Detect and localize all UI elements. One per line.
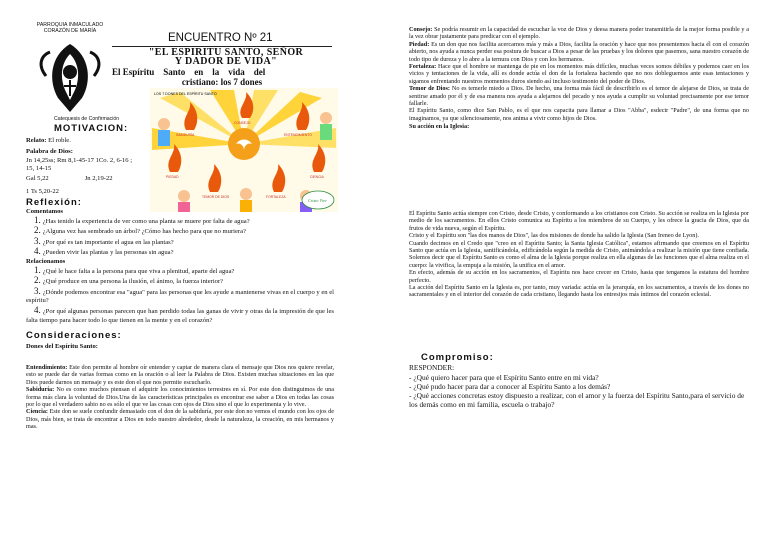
iglesia-para3: Cuando decimos en el Credo que "creo en el Espíritu Santo; la Santa Iglesia Católica", estamos afirmando que creemos en el Espíritu Santo que actúa en la Iglesia, santificándola, edificándola según la medida de Cristo, animándola a realizar la misión que tiene confiada. Solemos decir que el Espíritu Santo es como el alma de la Iglesia porque realiza en ella algunas de las funciones que el alma realiza en el cuerpo: la vivifica, la empuja a la misión, la unifica en el amor.	[409, 239, 749, 269]
dones-continued	[409, 26, 749, 131]
q3	[34, 237, 334, 248]
c3	[409, 392, 749, 410]
catequesis-label: Catequesis de Confirmación	[54, 116, 120, 122]
temor-para	[409, 85, 749, 107]
relato-label: Relato:	[26, 137, 47, 144]
comentamos-list	[26, 216, 334, 258]
motivacion-heading: MOTIVACION:	[54, 123, 129, 134]
subtitle	[112, 68, 332, 87]
q1-num: 1.	[34, 214, 41, 225]
ciencia-label: Ciencia:	[26, 408, 48, 416]
r1	[26, 266, 334, 277]
ciencia-text: Este don se suele confundir demasiado con el don de la sabiduría, por este don no vemos el mundo con los ojos de Dios, más bien, se trata de encontrar a Dios en todo nuestro alrededor, desde la naturaleza, la creación, en mis hermanos y mas.	[26, 408, 334, 431]
label-entendimiento: ENTENDIMIENTO	[284, 133, 313, 137]
parish-name	[20, 22, 120, 34]
theme-title	[116, 48, 336, 66]
entendimiento-para	[26, 364, 334, 386]
entendimiento-text: Este don permite al hombre oír entender y captar de manera clara el mensaje que Dios nos quiere revelar, esto se puede dar de varias formas como en la oración o al leer la Palabra de Dios. Existen muchas situaciones en las que Dios puede darnos un mensaje y es este don el que nos permite escucharlo.	[26, 364, 334, 386]
sabiduria-para	[26, 386, 334, 408]
r2	[26, 276, 334, 287]
theme-title-line1: "EL ESPIRITU SANTO, SEÑOR	[148, 47, 304, 58]
c2-bullet: -	[409, 382, 412, 392]
r2-num: 2.	[34, 275, 41, 286]
reflexion-block	[26, 208, 334, 325]
sabiduria-text: No es como muchos piensan el adquirir los conocimientos terrestres en sí. Por este don distinguimos de una forma más clara la voluntad de Dios.Una de las características principales es encontrar ese saber a Dios en todas las cosas por lo que el verdadero sabio no es sólo el que ve las cosas con ojos de Dios sino el que lo experimenta y lo vive.	[26, 386, 334, 409]
subtitle-line1: El Espíritu Santo en la vida del	[112, 67, 266, 77]
compromiso-heading: Compromiso:	[421, 352, 494, 363]
r4	[26, 306, 334, 325]
iglesia-para4: En efecto, además de su acción en los sacramentos, el Espíritu nos hace crecer en Cristo, hasta que tengamos la estatura del hombre perfecto.	[409, 269, 749, 284]
piedad-label: Piedad:	[409, 40, 430, 48]
sabiduria-label: Sabiduría:	[26, 386, 55, 394]
consideraciones-heading: Consideraciones:	[26, 330, 122, 341]
q3-num: 3.	[34, 235, 41, 246]
refs-line3	[26, 175, 150, 183]
reflexion-heading: Reflexión:	[26, 197, 82, 208]
label-sabiduria: SABIDURÍA	[176, 133, 195, 137]
r3-num: 3.	[34, 285, 41, 296]
ciencia-para	[26, 408, 334, 430]
fortaleza-text: Hace que el hombre se mantenga de pie en los momentos más difíciles, muchas veces somos débiles y podemos caer en los vicios y tentaciones de la vida, allí es donde actúa el don de la fortaleza haciendo que no nos dobleguemos ante esas tentaciones y sigamos enfrentando nuestros momentos duros siendo así incluso testimonio del poder de Dios.	[409, 63, 749, 85]
q4-num: 4.	[34, 246, 41, 257]
q2-num: 2.	[34, 225, 41, 236]
consejo-para	[409, 26, 749, 41]
c1	[409, 373, 749, 383]
consejo-text: Se podría resumir en la capacidad de escuchar la voz de Dios y deesa manera poder transmitirla de la mejor forma posible y a la vez obrar justamente para predicar con el ejemplo.	[409, 26, 749, 41]
relacionamos-label: Relacionamos	[26, 257, 66, 265]
piedad-para	[409, 41, 749, 63]
q1	[34, 216, 334, 227]
responder-label: RESPONDER:	[409, 363, 455, 372]
q2-text: ¿Alguna vez has sembrado un árbol? ¿Cómo has hecho para que no muriera?	[42, 228, 246, 236]
iglesia-para1: El Espíritu Santo actúa siempre con Cristo, desde Cristo, y conformando a los cristianos con Cristo. Su acción se realiza en la Iglesia por medio de los sacramentos. En ellos Cristo comunica su Espíritu a los miembros de su Cuerpo, y les ofrece la gracia de Dios, que da frutos de vida nueva, según el Espíritu.	[409, 210, 749, 232]
q3-text: ¿Por qué es tan importante el agua en las plantas?	[42, 238, 174, 246]
right-page	[409, 26, 749, 446]
label-piedad: PIEDAD	[166, 175, 179, 179]
label-fortaleza: FORTALEZA	[266, 195, 286, 199]
q2	[34, 226, 334, 237]
motivacion-block	[26, 137, 150, 196]
r3-text: ¿Dónde podemos encontrar esa "agua" para las personas que les ayude a mantenerse vivas en el cuerpo y en el espíritu?	[26, 288, 334, 305]
c3-bullet: -	[409, 390, 412, 400]
r1-num: 1.	[34, 264, 41, 275]
iglesia-block	[409, 210, 749, 299]
gifts-graphic	[150, 88, 338, 212]
r1-text: ¿Qué le hace falta a la persona para que viva a plenitud, aparte del agua?	[42, 267, 235, 275]
c1-bullet: -	[409, 372, 412, 382]
abba-para: El Espíritu Santo, como dice San Pablo, es el que nos capacita para llamar a Dios "Abba", esdecir "Padre", de una forma que no imaginamos, ya que silenciosamente, nos anima a vivir como hijos de Dios.	[409, 107, 749, 122]
dones-block	[26, 364, 334, 431]
refs-line4: 1 Ts 5,20-22	[26, 187, 59, 195]
r3	[26, 287, 334, 306]
label-consejo: CONSEJO	[234, 121, 251, 125]
consejo-label: Consejo:	[409, 26, 433, 33]
left-page	[20, 22, 340, 462]
r4-num: 4.	[34, 304, 41, 315]
c2-text: ¿Qué pudo hacer para dar a conocer al Espíritu Santo a los demás?	[413, 382, 611, 392]
dones-label: Dones del Espíritu Santo:	[26, 343, 98, 350]
iglesia-heading: Su acción en la Iglesia:	[409, 123, 470, 131]
temor-label: Temor de Dios:	[409, 85, 450, 93]
label-ciencia: CIENCIA	[310, 175, 324, 179]
ref-gal: Gal 5,22	[26, 175, 49, 183]
entendimiento-label: Entendimiento:	[26, 364, 68, 371]
comentamos-label: Comentamos	[26, 208, 63, 215]
piedad-text: Es un don que nos facilita acercarnos más y más a Dios, facilita la oración y hace que nos presentemos hacia él con el corazón abierto, nos ayuda a nunca perder esa postura de buscar a Dios a pesar de las pruebas y los dolores que pasemos, sana nuestro corazón de todo tipo de dureza y lo abre a la ternura con Dios y con los hermanos.	[409, 40, 749, 63]
parish-line2: CORAZÓN DE MARÍA	[43, 28, 97, 34]
q4-text: ¿Pueden vivir las plantas y las personas sin agua?	[42, 249, 174, 257]
fortaleza-label: Fortaleza:	[409, 63, 437, 71]
compromiso-block	[409, 363, 749, 409]
relato-text: El roble.	[46, 137, 71, 144]
q4	[34, 247, 334, 258]
parish-line1: PARROQUIA INMACULADO	[36, 22, 104, 28]
stamp-text: Cristo Vive	[308, 198, 327, 203]
seven-gifts-illustration	[150, 88, 338, 212]
encuentro-number: ENCUENTRO Nº 21	[168, 32, 273, 44]
iglesia-para2: Cristo y el Espíritu son "las dos manos de Dios", las dos misiones de donde ha salido la Iglesia (San Ireneo de Lyon).	[409, 232, 699, 240]
relato-line	[26, 137, 150, 145]
fortaleza-para	[409, 63, 749, 85]
palabra-label: Palabra de Dios:	[26, 147, 73, 155]
ref-jn: Jn 2,19-22	[84, 175, 113, 183]
temor-text: No es temerle miedo a Dios. De hecho, una forma más fácil de describirlo es el temor de alejarse de Dios, se trata de sentirse amado por él y de esa manera nos ayuda a alejarnos del pecado y nos ayuda a cumplir su voluntad precisamente por ese temor fallarle.	[409, 85, 750, 108]
relacionamos-list	[26, 266, 334, 326]
r2-text: ¿Qué produce en una persona la ilusión, el ánimo, la fuerza interior?	[42, 278, 224, 286]
parish-logo-icon	[30, 36, 110, 116]
iglesia-para5: La acción del Espíritu Santo en la Iglesia es, por tanto, muy variada: actúa en la jerarquía, en los sacramentos, a través de los dones no sacramentales y en el interior del corazón de cada cristiano, llegando hasta los entresijos más íntimos del corazón eclesial.	[409, 284, 749, 299]
subtitle-line2: cristiano: los 7 dones	[181, 76, 263, 87]
illustration-caption: LOS 7 DONES DEL ESPÍRITU SANTO	[154, 92, 217, 96]
c1-text: ¿Qué quiero hacer para que el Espíritu Santo entre en mi vida?	[413, 372, 599, 382]
theme-title-line2: Y DADOR DE VIDA"	[174, 56, 278, 67]
label-temor: TEMOR DE DIOS	[202, 195, 230, 199]
refs-line1: Jn 14,25ss; Rm 8,1-45-17 1Co. 2, 6-16 ;	[26, 157, 133, 165]
refs-line2: 15, 14-15	[26, 164, 52, 172]
c3-text: ¿Qué acciones concretas estoy dispuesto a realizar, con el amor y la fuerza del Espíritu Santo,para el servicio de los demás como en mi familia, escuela o trabajo?	[409, 390, 745, 409]
q1-text: ¿Has tenido la experiencia de ver como una planta se muere por falta de agua?	[42, 217, 250, 225]
r4-text: ¿Por qué algunas personas parecen que han perdido todas las ganas de vivir y otras da la impresión de que les falta tiempo para hacer todo lo que tienen en la mente y en el corazón?	[26, 307, 334, 324]
